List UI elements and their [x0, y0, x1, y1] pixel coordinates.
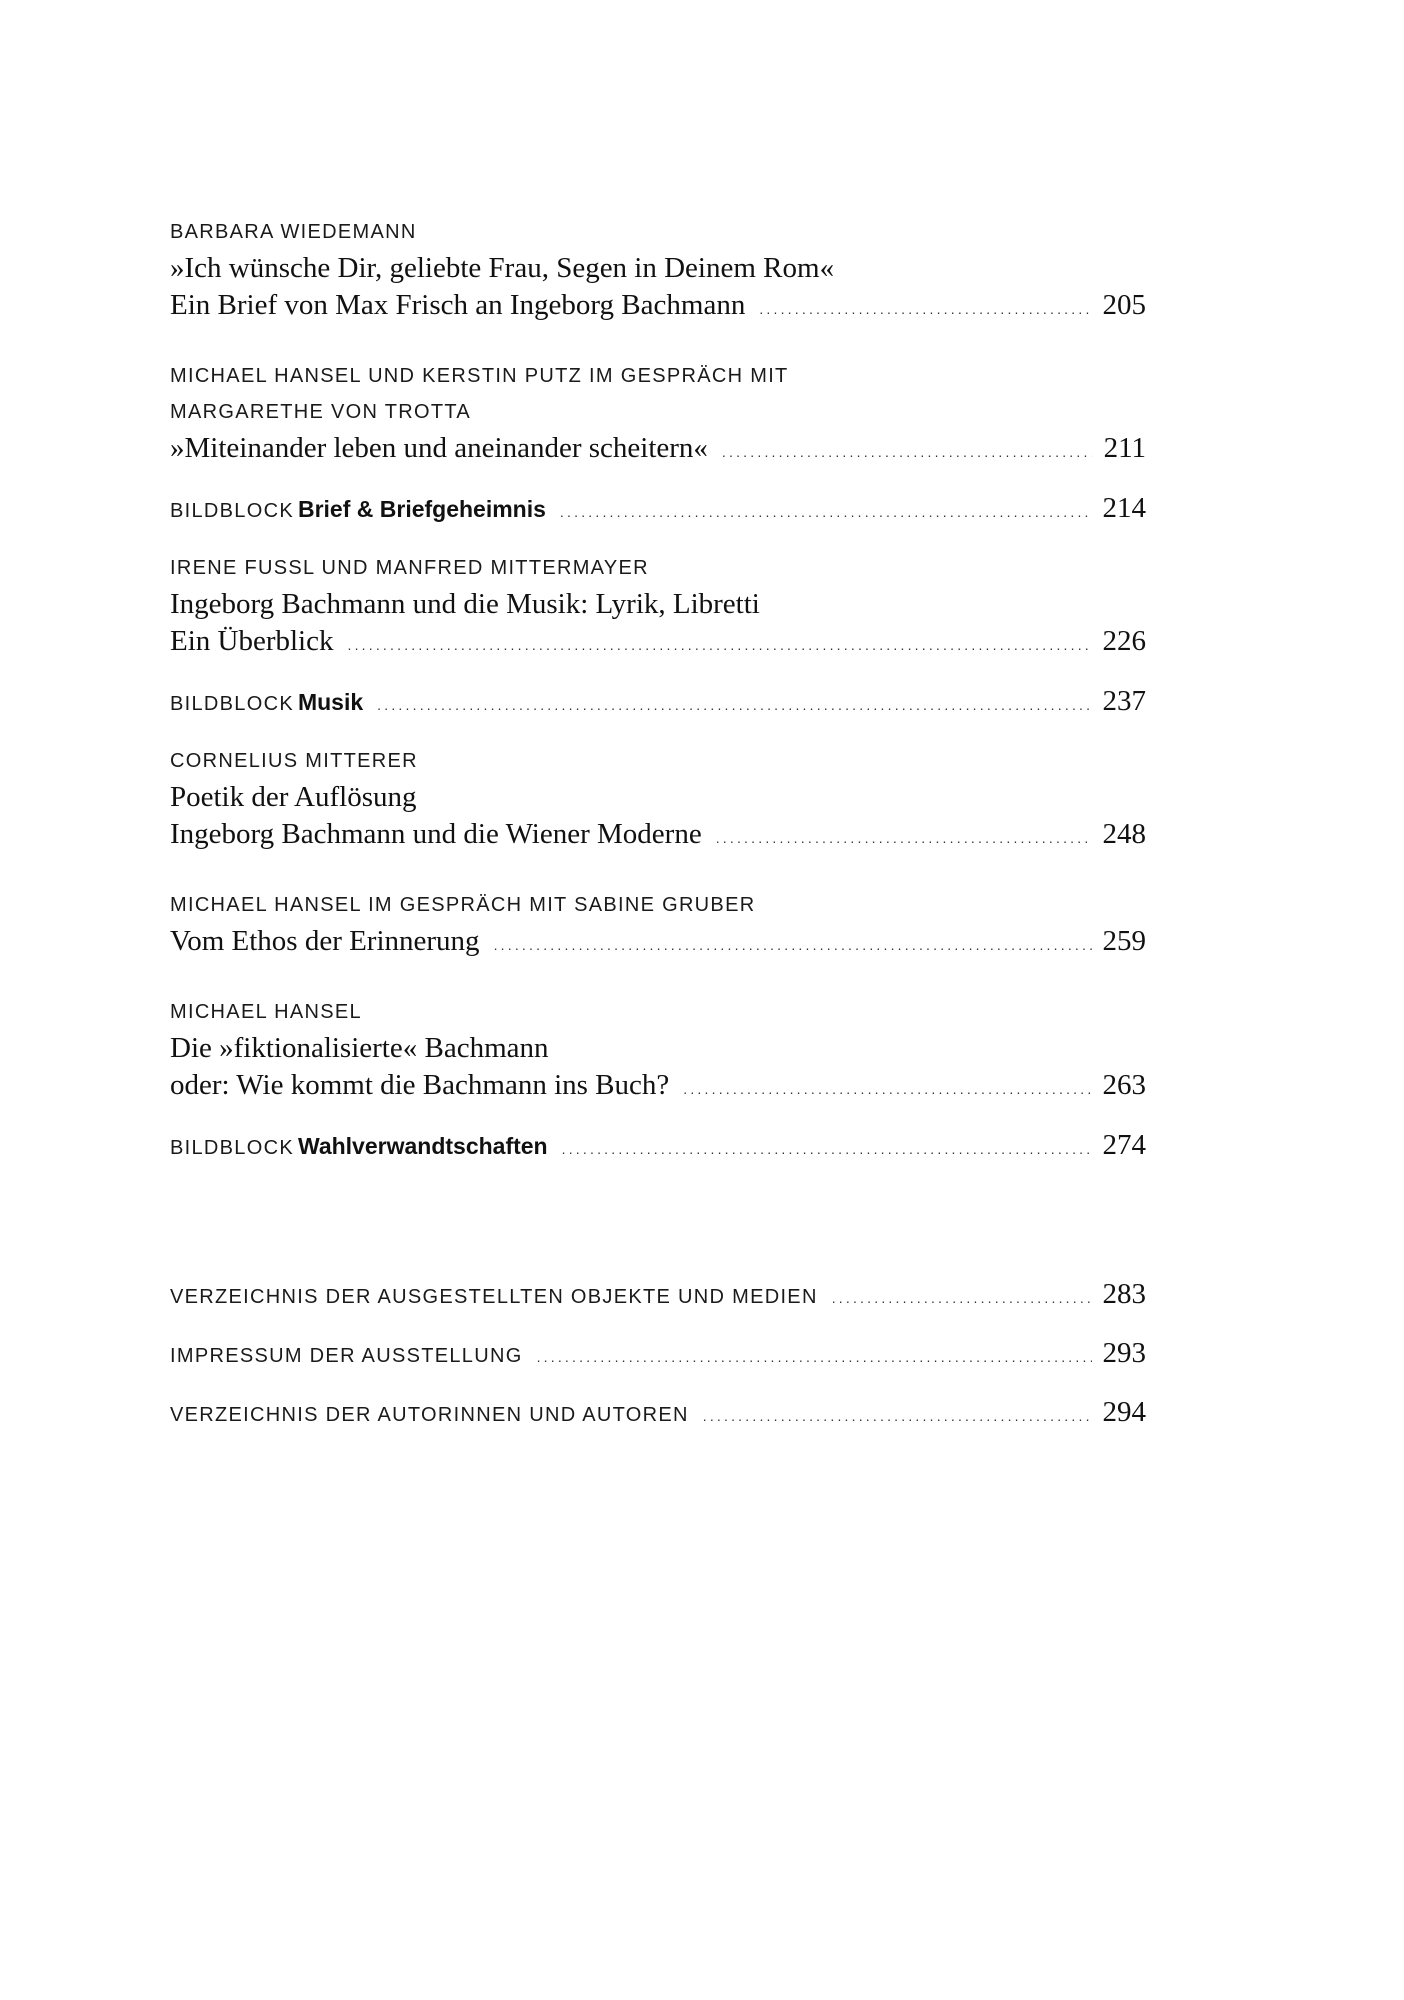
toc-entry-gruber — [170, 887, 1146, 964]
appendix-entry-impressum — [170, 1335, 1146, 1376]
page-number: 211 — [1103, 432, 1146, 464]
page-number: 293 — [1102, 1337, 1146, 1369]
bildblock-prefix: BILDBLOCK — [170, 500, 294, 522]
dot-leader — [377, 687, 1092, 724]
entry-title-line — [170, 287, 1146, 328]
entry-subtitle: Ein Überblick — [170, 625, 334, 657]
entry-title-line — [170, 816, 1146, 857]
entry-title-line — [170, 1067, 1146, 1108]
bildblock-title: Brief & Briefgeheimnis — [297, 496, 546, 522]
bildblock-prefix: BILDBLOCK — [170, 693, 294, 715]
dot-leader — [494, 927, 1092, 964]
entry-author: MICHAEL HANSEL UND KERSTIN PUTZ IM GESPRÄCH MIT — [170, 365, 789, 387]
toc-entry-hansel — [170, 994, 1146, 1108]
page-number: 259 — [1102, 925, 1146, 957]
dot-leader — [562, 1131, 1092, 1168]
entry-title-line — [170, 623, 1146, 664]
entry-subtitle: Ingeborg Bachmann und die Wiener Moderne — [170, 818, 702, 850]
entry-title: »Ich wünsche Dir, geliebte Frau, Segen in Deinem Rom« — [170, 252, 835, 284]
entry-author: CORNELIUS MITTERER — [170, 750, 418, 772]
entry-author: BARBARA WIEDEMANN — [170, 221, 417, 243]
appendix-section — [170, 1276, 1146, 1435]
dot-leader — [832, 1280, 1092, 1317]
toc-entry-bildblock-wahlverwandtschaften — [170, 1127, 1146, 1168]
entry-author: IRENE FUSSL UND MANFRED MITTERMAYER — [170, 557, 649, 579]
page-number: 263 — [1102, 1069, 1146, 1101]
page-number: 205 — [1102, 289, 1146, 321]
appendix-label: VERZEICHNIS DER AUTORINNEN UND AUTOREN — [170, 1404, 689, 1426]
page-number: 274 — [1102, 1129, 1146, 1161]
entry-title-line — [170, 923, 1146, 964]
toc-entry-mitterer — [170, 743, 1146, 857]
appendix-label: VERZEICHNIS DER AUSGESTELLTEN OBJEKTE UND MEDIEN — [170, 1286, 818, 1308]
page-number: 237 — [1102, 685, 1146, 717]
toc-entry-bildblock-musik — [170, 683, 1146, 724]
toc-entry-bildblock-brief — [170, 490, 1146, 531]
dot-leader — [716, 820, 1092, 857]
dot-leader — [703, 1398, 1092, 1435]
appendix-entry-objekte — [170, 1276, 1146, 1317]
dot-leader — [683, 1071, 1092, 1108]
page-number: 214 — [1102, 492, 1146, 524]
bildblock-prefix: BILDBLOCK — [170, 1137, 294, 1159]
appendix-label: IMPRESSUM DER AUSSTELLUNG — [170, 1345, 523, 1367]
table-of-contents — [170, 214, 1146, 1435]
page-number: 283 — [1102, 1278, 1146, 1310]
bildblock-title: Musik — [297, 689, 364, 715]
bildblock-title: Wahlverwandtschaften — [297, 1133, 548, 1159]
dot-leader — [560, 494, 1092, 531]
entry-title: »Miteinander leben und aneinander scheitern« — [170, 432, 708, 464]
dot-leader — [759, 291, 1092, 328]
entry-title: Poetik der Auflösung — [170, 781, 417, 813]
entry-author: MICHAEL HANSEL IM GESPRÄCH MIT SABINE GRUBER — [170, 894, 756, 916]
dot-leader — [347, 627, 1092, 664]
entry-title: Ingeborg Bachmann und die Musik: Lyrik, Libretti — [170, 588, 760, 620]
entry-title-line — [170, 430, 1146, 471]
entry-subtitle: oder: Wie kommt die Bachmann ins Buch? — [170, 1069, 670, 1101]
entry-subtitle: Ein Brief von Max Frisch an Ingeborg Bachmann — [170, 289, 746, 321]
entry-title: Vom Ethos der Erinnerung — [170, 925, 480, 957]
dot-leader — [537, 1339, 1092, 1376]
toc-entry-wiedemann — [170, 214, 1146, 328]
appendix-entry-autoren — [170, 1394, 1146, 1435]
dot-leader — [722, 434, 1092, 471]
toc-entry-von-trotta — [170, 358, 1146, 471]
entry-title: Die »fiktionalisierte« Bachmann — [170, 1032, 549, 1064]
entry-author: MICHAEL HANSEL — [170, 1001, 362, 1023]
toc-entry-musik-essay — [170, 550, 1146, 664]
entry-author-continued: MARGARETHE VON TROTTA — [170, 401, 472, 423]
page-number: 294 — [1102, 1396, 1146, 1428]
page-number: 248 — [1102, 818, 1146, 850]
page-number: 226 — [1102, 625, 1146, 657]
